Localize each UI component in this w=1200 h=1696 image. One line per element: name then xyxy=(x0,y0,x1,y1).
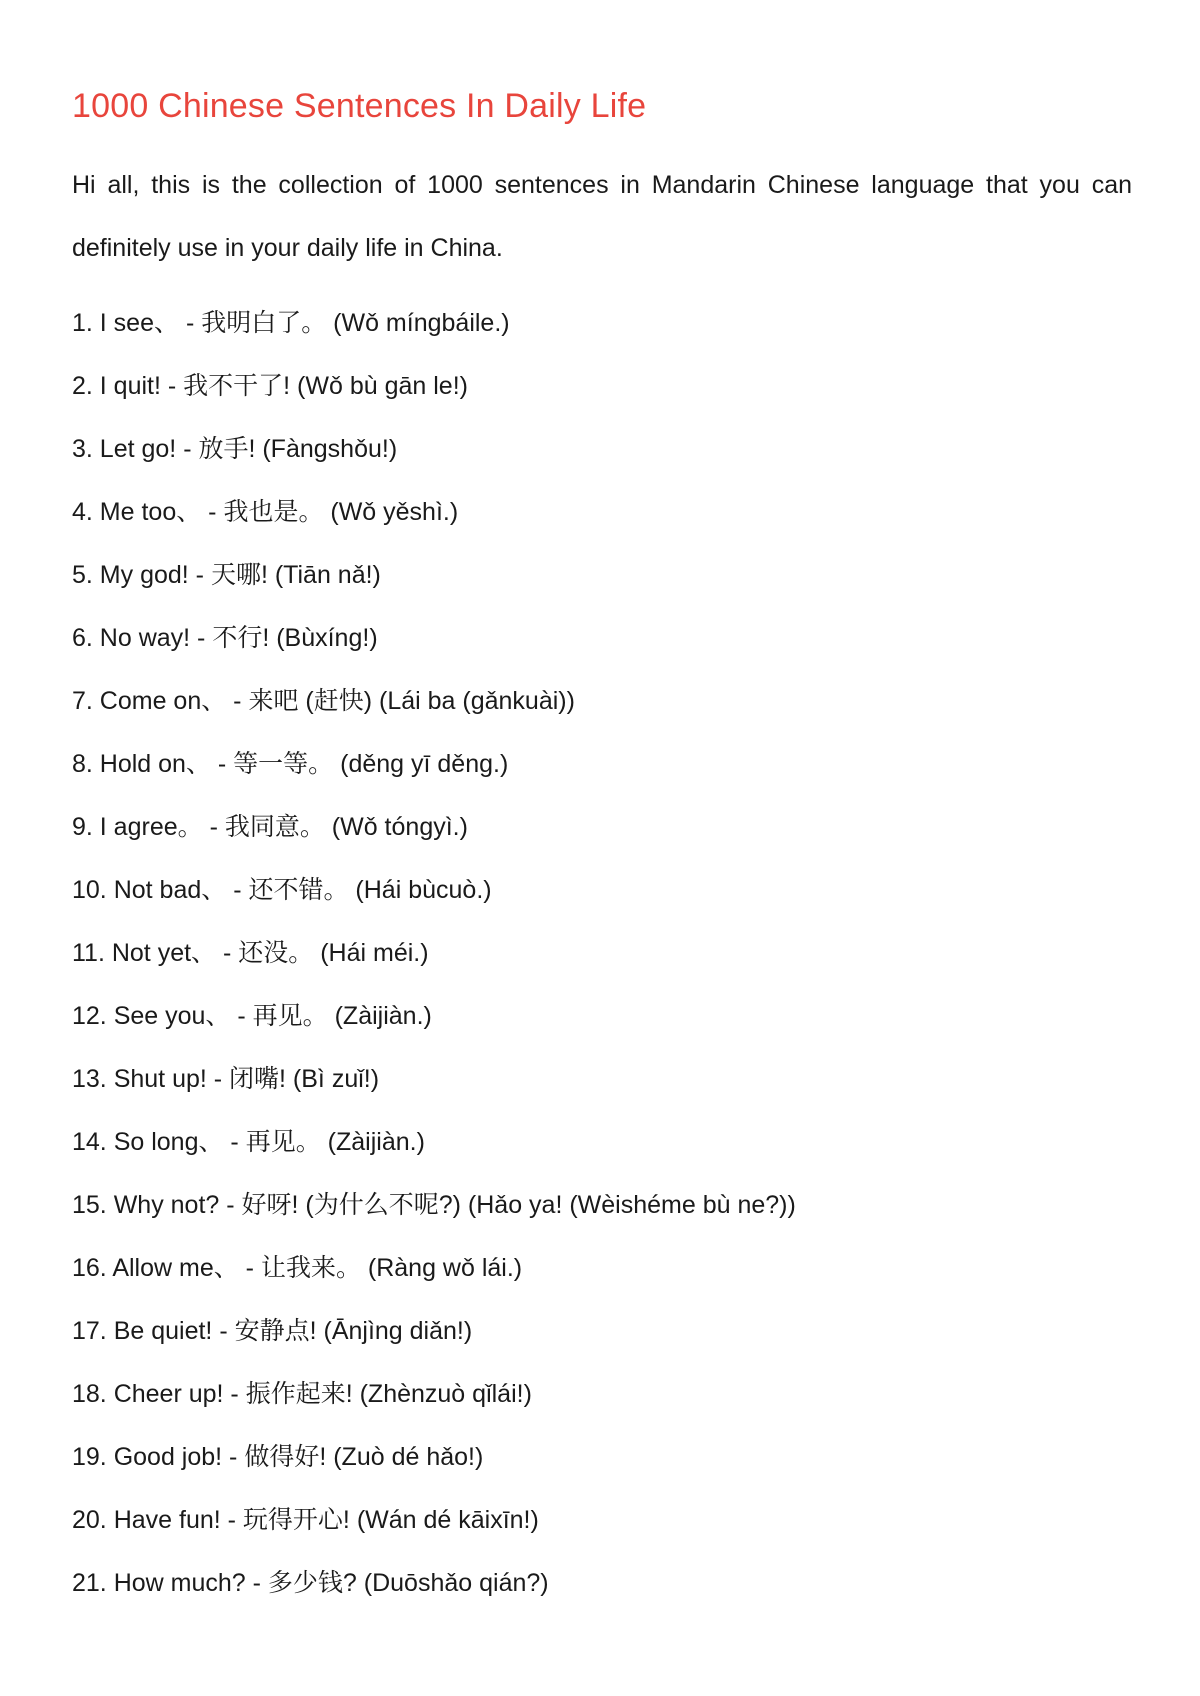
document-title: 1000 Chinese Sentences In Daily Life xyxy=(72,87,647,125)
list-item: 4. Me too、 - 我也是。 (Wǒ yěshì.) xyxy=(72,498,459,526)
list-item: 21. How much? - 多少钱? (Duōshǎo qián?) xyxy=(72,1569,549,1597)
list-item: 7. Come on、 - 来吧 (赶快) (Lái ba (gǎnkuài)) xyxy=(72,687,575,715)
list-item: 13. Shut up! - 闭嘴! (Bì zuǐ!) xyxy=(72,1065,380,1093)
list-item: 20. Have fun! - 玩得开心! (Wán dé kāixīn!) xyxy=(72,1506,539,1534)
list-item: 1. I see、 - 我明白了。 (Wǒ míngbáile.) xyxy=(72,309,510,337)
list-item: 3. Let go! - 放手! (Fàngshǒu!) xyxy=(72,435,398,463)
list-item: 10. Not bad、 - 还不错。 (Hái bùcuò.) xyxy=(72,876,492,904)
list-item: 2. I quit! - 我不干了! (Wǒ bù gān le!) xyxy=(72,372,468,400)
list-item: 17. Be quiet! - 安静点! (Ānjìng diǎn!) xyxy=(72,1317,473,1345)
list-item: 11. Not yet、 - 还没。 (Hái méi.) xyxy=(72,939,429,967)
intro-paragraph: Hi all, this is the collection of 1000 sentences in Mandarin Chinese language that you can definitely use in your daily life in China. xyxy=(72,171,1132,262)
list-item: 14. So long、 - 再见。 (Zàijiàn.) xyxy=(72,1128,425,1156)
list-item: 5. My god! - 天哪! (Tiān nǎ!) xyxy=(72,561,381,589)
list-item: 15. Why not? - 好呀! (为什么不呢?) (Hǎo ya! (Wèishéme bù ne?)) xyxy=(72,1191,796,1219)
list-item: 8. Hold on、 - 等一等。 (děng yī děng.) xyxy=(72,750,509,778)
list-item: 16. Allow me、 - 让我来。 (Ràng wǒ lái.) xyxy=(72,1254,523,1282)
list-item: 19. Good job! - 做得好! (Zuò dé hǎo!) xyxy=(72,1443,484,1471)
sentence-list xyxy=(72,292,1132,1615)
list-item: 6. No way! - 不行! (Bùxíng!) xyxy=(72,624,378,652)
list-item: 18. Cheer up! - 振作起来! (Zhènzuò qǐlái!) xyxy=(72,1380,532,1408)
document-page xyxy=(72,80,1132,1615)
list-item: 9. I agree。 - 我同意。 (Wǒ tóngyì.) xyxy=(72,813,468,841)
list-item: 12. See you、 - 再见。 (Zàijiàn.) xyxy=(72,1002,432,1030)
